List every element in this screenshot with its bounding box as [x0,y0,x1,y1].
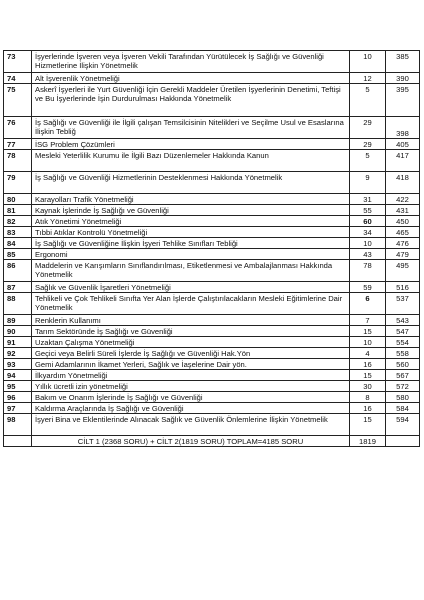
table-row [4,414,420,436]
row-page-number: 479 [386,249,420,260]
table-row [4,392,420,403]
row-page-number: 495 [386,260,420,282]
table-row [4,282,420,293]
row-number: 96 [4,392,32,403]
row-page-number: 554 [386,337,420,348]
row-question-count: 15 [350,414,386,436]
row-question-count: 10 [350,238,386,249]
row-page-number: 422 [386,194,420,205]
row-number: 86 [4,260,32,282]
row-title: İSG Problem Çözümleri [32,139,350,150]
row-question-count: 8 [350,392,386,403]
row-page-number: 560 [386,359,420,370]
contents-table-body [4,51,420,447]
contents-table [3,50,420,447]
row-number: 75 [4,84,32,117]
row-title: Yıllık ücretli izin yönetmeliği [32,381,350,392]
table-row [4,249,420,260]
row-number: 91 [4,337,32,348]
row-page-number: 558 [386,348,420,359]
row-question-count: 16 [350,359,386,370]
total-count: 1819 [350,436,386,447]
table-row [4,381,420,392]
table-row [4,337,420,348]
row-page-number: 547 [386,326,420,337]
row-question-count: 60 [350,216,386,227]
table-row [4,172,420,194]
table-row [4,84,420,117]
row-question-count: 43 [350,249,386,260]
row-title: Tarım Sektöründe İş Sağlığı ve Güvenliği [32,326,350,337]
row-title: Uzaktan Çalışma Yönetmeliği [32,337,350,348]
table-row [4,370,420,381]
row-question-count: 5 [350,84,386,117]
row-title: İş Sağlığı ve Güvenliği Hizmetlerinin Desteklenmesi Hakkında Yönetmelik [32,172,350,194]
row-number: 85 [4,249,32,260]
row-question-count: 16 [350,403,386,414]
row-page-number: 465 [386,227,420,238]
table-row [4,326,420,337]
row-number: 89 [4,315,32,326]
row-title: Kaldırma Araçlarında İş Sağlığı ve Güvenliği [32,403,350,414]
row-title: İlkyardım Yönetmeliği [32,370,350,381]
row-number: 81 [4,205,32,216]
row-question-count: 10 [350,337,386,348]
row-title: İş Sağlığı ve Güvenliği ile İlgili çalışan Temsilcisinin Nitelikleri ve Seçilme Usul ve Esaslarına İlişkin Tebliğ [32,117,350,139]
row-question-count: 4 [350,348,386,359]
row-question-count: 12 [350,73,386,84]
row-question-count: 15 [350,370,386,381]
row-question-count: 29 [350,117,386,139]
row-page-number: 516 [386,282,420,293]
row-title: Gemi Adamlarının İkamet Yerleri, Sağlık ve İaşelerine Dair yön. [32,359,350,370]
table-row [4,348,420,359]
row-question-count: 5 [350,150,386,172]
row-number: 92 [4,348,32,359]
row-page-number: 476 [386,238,420,249]
row-page-number: 543 [386,315,420,326]
row-title: Maddelerin ve Karışımların Sınıflandırılması, Etiketlenmesi ve Ambalajlanması Hakkında Yönetmelik [32,260,350,282]
row-number: 74 [4,73,32,84]
row-number: 98 [4,414,32,436]
row-page-number: 431 [386,205,420,216]
row-page-number: 450 [386,216,420,227]
row-title: Renklerin Kullanımı [32,315,350,326]
table-row [4,73,420,84]
row-page-number: 572 [386,381,420,392]
row-number: 93 [4,359,32,370]
table-row [4,403,420,414]
table-row [4,293,420,315]
row-number: 83 [4,227,32,238]
row-title: Tıbbi Atıklar Kontrolü Yönetmeliği [32,227,350,238]
row-title: Sağlık ve Güvenlik İşaretleri Yönetmeliği [32,282,350,293]
table-row [4,216,420,227]
row-question-count: 10 [350,51,386,73]
row-title: İşyeri Bina ve Eklentilerinde Alınacak Sağlık ve Güvenlik Önlemlerine İlişkin Yönetmelik [32,414,350,436]
row-page-number: 567 [386,370,420,381]
row-question-count: 7 [350,315,386,326]
row-question-count: 6 [350,293,386,315]
row-number: 78 [4,150,32,172]
row-page-number: 537 [386,293,420,315]
row-title: Askerî İşyerleri ile Yurt Güvenliği İçin Gerekli Maddeler Üretilen İşyerlerinin Denetimi, Teftişi ve Bu İşyerlerinde İşin Durdurulması Hakkında Yönetmelik [32,84,350,117]
row-number: 94 [4,370,32,381]
row-number: 97 [4,403,32,414]
row-number: 95 [4,381,32,392]
row-page-number: 390 [386,73,420,84]
table-row [4,260,420,282]
row-number: 73 [4,51,32,73]
row-question-count: 31 [350,194,386,205]
table-row [4,238,420,249]
row-question-count: 30 [350,381,386,392]
row-title: Geçici veya Belirli Süreli İşlerde İş Sağlığı ve Güvenliği Hak.Yön [32,348,350,359]
row-question-count: 55 [350,205,386,216]
table-row [4,117,420,139]
row-title: Bakım ve Onarım İşlerinde İş Sağlığı ve Güvenliği [32,392,350,403]
row-title: İş Sağlığı ve Güvenliğine İlişkin İşyeri Tehlike Sınıfları Tebliği [32,238,350,249]
row-page-number: 405 [386,139,420,150]
row-number: 84 [4,238,32,249]
row-number: 77 [4,139,32,150]
row-page-number: 580 [386,392,420,403]
total-page [386,436,420,447]
row-page-number: 417 [386,150,420,172]
row-title: Kaynak İşlerinde İş Sağlığı ve Güvenliği [32,205,350,216]
table-row [4,205,420,216]
row-title: Mesleki Yeterlilik Kurumu ile İlgili Bazı Düzenlemeler Hakkında Kanun [32,150,350,172]
row-question-count: 78 [350,260,386,282]
row-number: 76 [4,117,32,139]
table-row [4,315,420,326]
table-row [4,51,420,73]
row-number: 88 [4,293,32,315]
table-row [4,139,420,150]
row-page-number: 395 [386,84,420,117]
row-question-count: 9 [350,172,386,194]
row-page-number: 418 [386,172,420,194]
table-row [4,194,420,205]
total-row-number [4,436,32,447]
row-page-number: 398 [386,117,420,139]
row-title: İşyerlerinde İşveren veya İşveren Vekili Tarafından Yürütülecek İş Sağlığı ve Güvenliği Hizmetlerine İlişkin Yönetmelik [32,51,350,73]
row-title: Karayolları Trafik Yönetmeliği [32,194,350,205]
row-question-count: 59 [350,282,386,293]
row-title: Ergonomi [32,249,350,260]
row-number: 80 [4,194,32,205]
row-question-count: 34 [350,227,386,238]
table-row [4,227,420,238]
row-number: 82 [4,216,32,227]
row-question-count: 29 [350,139,386,150]
row-page-number: 584 [386,403,420,414]
row-question-count: 15 [350,326,386,337]
row-title: Alt İşverenlik Yönetmeliği [32,73,350,84]
table-row [4,359,420,370]
row-number: 79 [4,172,32,194]
table-row [4,150,420,172]
row-page-number: 594 [386,414,420,436]
row-title: Atık Yönetimi Yönetmeliği [32,216,350,227]
row-number: 87 [4,282,32,293]
total-row [4,436,420,447]
row-title: Tehlikeli ve Çok Tehlikeli Sınıfta Yer Alan İşlerde Çalıştırılacakların Mesleki Eğitimlerine Dair Yönetmelik [32,293,350,315]
row-number: 90 [4,326,32,337]
total-title: CİLT 1 (2368 SORU) + CİLT 2(1819 SORU) TOPLAM=4185 SORU [32,436,350,447]
row-page-number: 385 [386,51,420,73]
